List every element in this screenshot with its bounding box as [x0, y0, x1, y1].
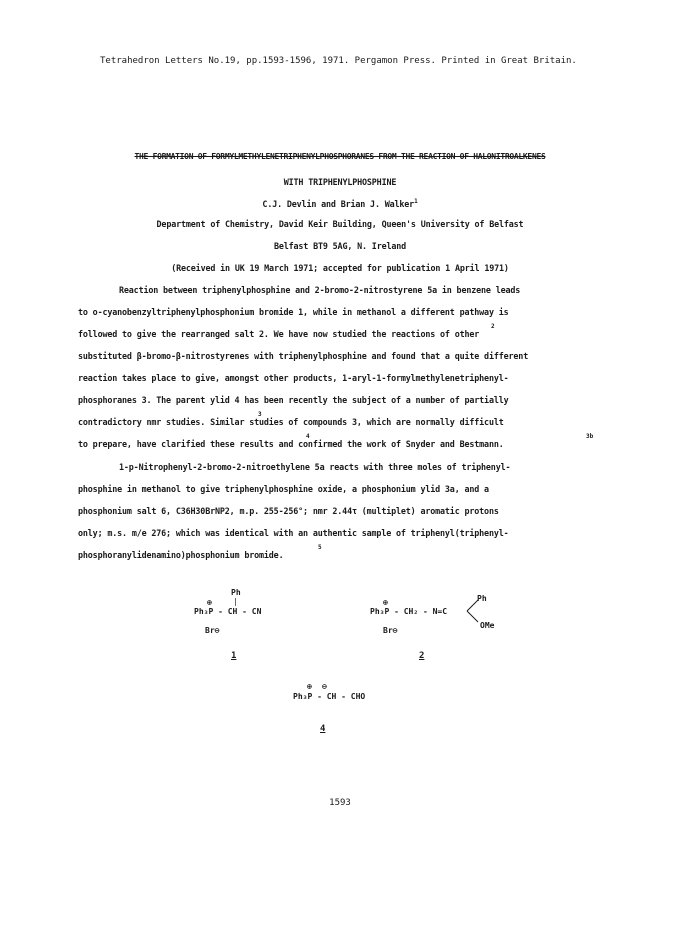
p1-line-3: followed to give the rearranged salt 2. We have now studied the reactions of other [78, 329, 480, 339]
phosphonium-charge: ⊕ [307, 682, 312, 691]
bromide-anion: Br⊖ [205, 626, 220, 635]
structure-1-label: 1 [231, 651, 237, 661]
p1-line-6: phosphoranes 3. The parent ylid 4 has been recently the subject of a number of partially [78, 395, 509, 405]
title-line-2: WITH TRIPHENYLPHOSPHINE [283, 177, 397, 187]
p2-line-4: only; m.s. m/e 276; which was identical with an authentic sample of triphenyl(triphenyl- [78, 528, 509, 538]
structure-1-formula: Ph₃P - CH - CN [194, 607, 262, 616]
bromide-anion: Br⊖ [383, 626, 398, 635]
authors-footnote: 1 [414, 198, 418, 205]
p2-line-1: 1-p-Nitrophenyl-2-bromo-2-nitroethylene 5a reacts with three moles of triphenyl- [119, 462, 511, 472]
p1-line-8: to prepare, have clarified these results and confirmed the work of Snyder and Bestmann. [78, 439, 504, 449]
bond-lines [466, 596, 482, 626]
ref-3: 3 [258, 411, 262, 418]
p1-line-2: to o-cyanobenzyltriphenylphosphonium bromide 1, while in methanol a different pathway is [78, 307, 509, 317]
p1-line-1: Reaction between triphenylphosphine and 2-bromo-2-nitrostyrene 5a in benzene leads [119, 285, 521, 295]
bond-vertical: | [233, 597, 238, 606]
methoxy-substituent: OMe [480, 621, 495, 630]
phenyl-substituent: Ph [477, 594, 487, 603]
structure-2-label: 2 [419, 651, 425, 661]
p1-line-7: contradictory nmr studies. Similar studies of compounds 3, which are normally difficult [78, 417, 504, 427]
ref-3b: 3b [586, 433, 594, 440]
authors-text: C.J. Devlin and Brian J. Walker [262, 198, 415, 209]
structure-4-label: 4 [320, 724, 326, 734]
ref-2: 2 [491, 323, 495, 330]
p2-line-2: phosphine in methanol to give triphenylphosphine oxide, a phosphonium ylid 3a, and a [78, 484, 489, 494]
p1-line-4: substituted β-bromo-β-nitrostyrenes with triphenylphosphine and found that a quite different [78, 351, 529, 361]
structure-4-formula: Ph₃P - CH - CHO [293, 692, 366, 701]
title-line-1: THE FORMATION OF FORMYLMETHYLENETRIPHENYLPHOSPHORANES FROM THE REACTION OF HALONITROALKENES [134, 152, 546, 161]
affiliation-line-2: Belfast BT9 5AG, N. Ireland [273, 241, 407, 251]
p2-line-3: phosphonium salt 6, C36H30BrNP2, m.p. 255-256°; nmr 2.44τ (multiplet) aromatic protons [78, 506, 499, 516]
structure-2-formula: Ph₃P - CH₂ - N=C [370, 607, 448, 616]
journal-header: Tetrahedron Letters No.19, pp.1593-1596, 1971. Pergamon Press. Printed in Great Britain. [100, 56, 577, 66]
p2-line-5: phosphoranylidenamino)phosphonium bromide. [78, 550, 284, 560]
phosphonium-charge: ⊕ [207, 598, 212, 607]
ref-5: 5 [318, 544, 322, 551]
page-number: 1593 [329, 798, 351, 808]
phenyl-substituent: Ph [231, 588, 241, 597]
affiliation-line-1: Department of Chemistry, David Keir Building, Queen's University of Belfast [156, 219, 524, 229]
ref-4: 4 [306, 433, 310, 440]
phosphonium-charge: ⊕ [383, 598, 388, 607]
carbanion-charge: ⊖ [322, 682, 327, 691]
received-line: (Received in UK 19 March 1971; accepted for publication 1 April 1971) [171, 263, 509, 273]
authors [0, 198, 680, 209]
p1-line-5: reaction takes place to give, amongst other products, 1-aryl-1-formylmethylenetriphenyl- [78, 373, 509, 383]
